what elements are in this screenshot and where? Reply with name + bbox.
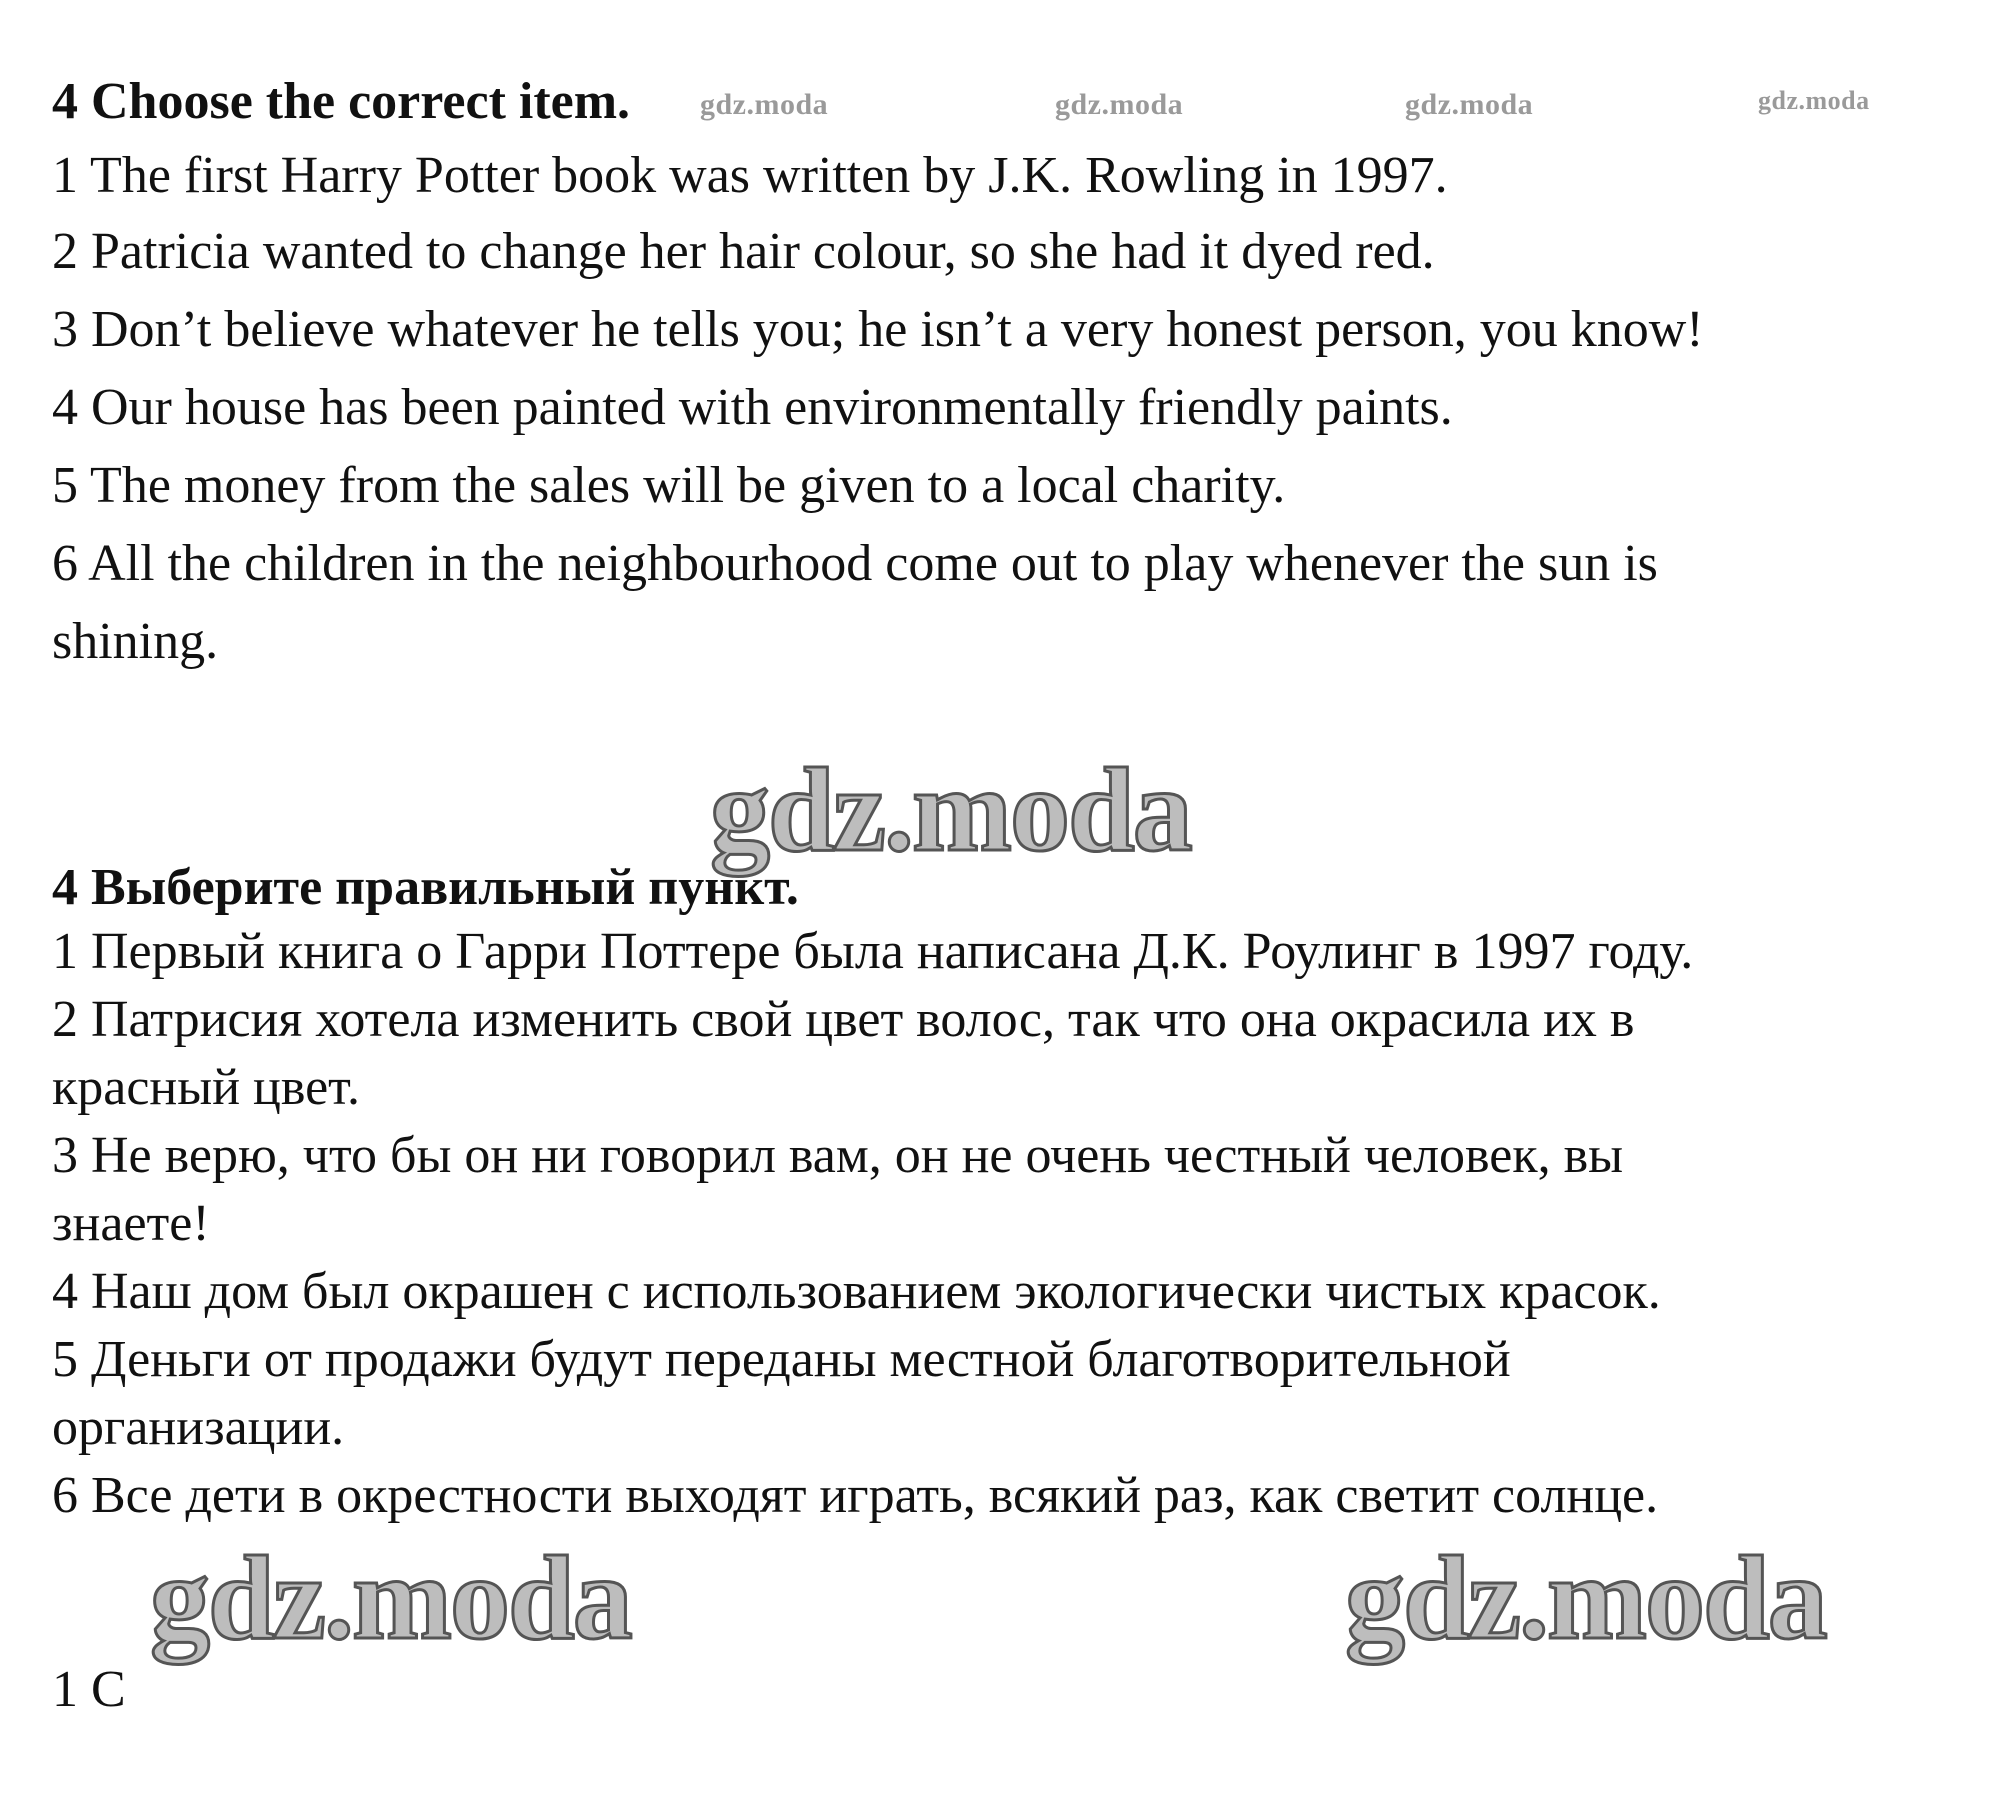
english-item-1: 1 The first Harry Potter book was written by J.K. Rowling in 1997.: [52, 147, 1448, 204]
watermark-small-3: gdz.moda: [1405, 88, 1534, 121]
russian-heading: 4 Выберите правильный пункт.: [52, 859, 799, 916]
russian-item-5: 5 Деньги от продажи будут переданы местной благотворительной: [52, 1331, 1511, 1388]
watermark-large-center: gdz.moda: [710, 743, 1191, 876]
english-heading: 4 Choose the correct item.: [52, 73, 631, 130]
watermark-small-2: gdz.moda: [1055, 88, 1184, 121]
russian-item-1: 1 Первый книга о Гарри Поттере была написана Д.К. Роулинг в 1997 году.: [52, 923, 1694, 980]
russian-item-3: 3 Не верю, что бы он ни говорил вам, он не очень честный человек, вы: [52, 1127, 1624, 1184]
english-item-5: 5 The money from the sales will be given to a local charity.: [52, 457, 1286, 514]
russian-item-3-cont: знаете!: [52, 1195, 210, 1252]
russian-item-6: 6 Все дети в окрестности выходят играть, всякий раз, как светит солнце.: [52, 1467, 1659, 1524]
answer: 1 C: [52, 1661, 126, 1718]
watermark-large-right: gdz.moda: [1345, 1531, 1826, 1664]
english-item-3: 3 Don’t believe whatever he tells you; he isn’t a very honest person, you know!: [52, 301, 1704, 358]
watermark-small-1: gdz.moda: [700, 88, 829, 121]
russian-item-4: 4 Наш дом был окрашен с использованием экологически чистых красок.: [52, 1263, 1661, 1320]
russian-item-2: 2 Патрисия хотела изменить свой цвет волос, так что она окрасила их в: [52, 991, 1635, 1048]
watermark-large-left: gdz.moda: [150, 1531, 631, 1664]
english-item-6-cont: shining.: [52, 613, 219, 670]
english-item-2: 2 Patricia wanted to change her hair colour, so she had it dyed red.: [52, 223, 1435, 280]
russian-item-5-cont: организации.: [52, 1399, 345, 1456]
russian-item-2-cont: красный цвет.: [52, 1059, 360, 1116]
english-item-4: 4 Our house has been painted with environmentally friendly paints.: [52, 379, 1453, 436]
english-item-6: 6 All the children in the neighbourhood come out to play whenever the sun is: [52, 535, 1658, 592]
watermark-small-4: gdz.moda: [1758, 86, 1870, 115]
